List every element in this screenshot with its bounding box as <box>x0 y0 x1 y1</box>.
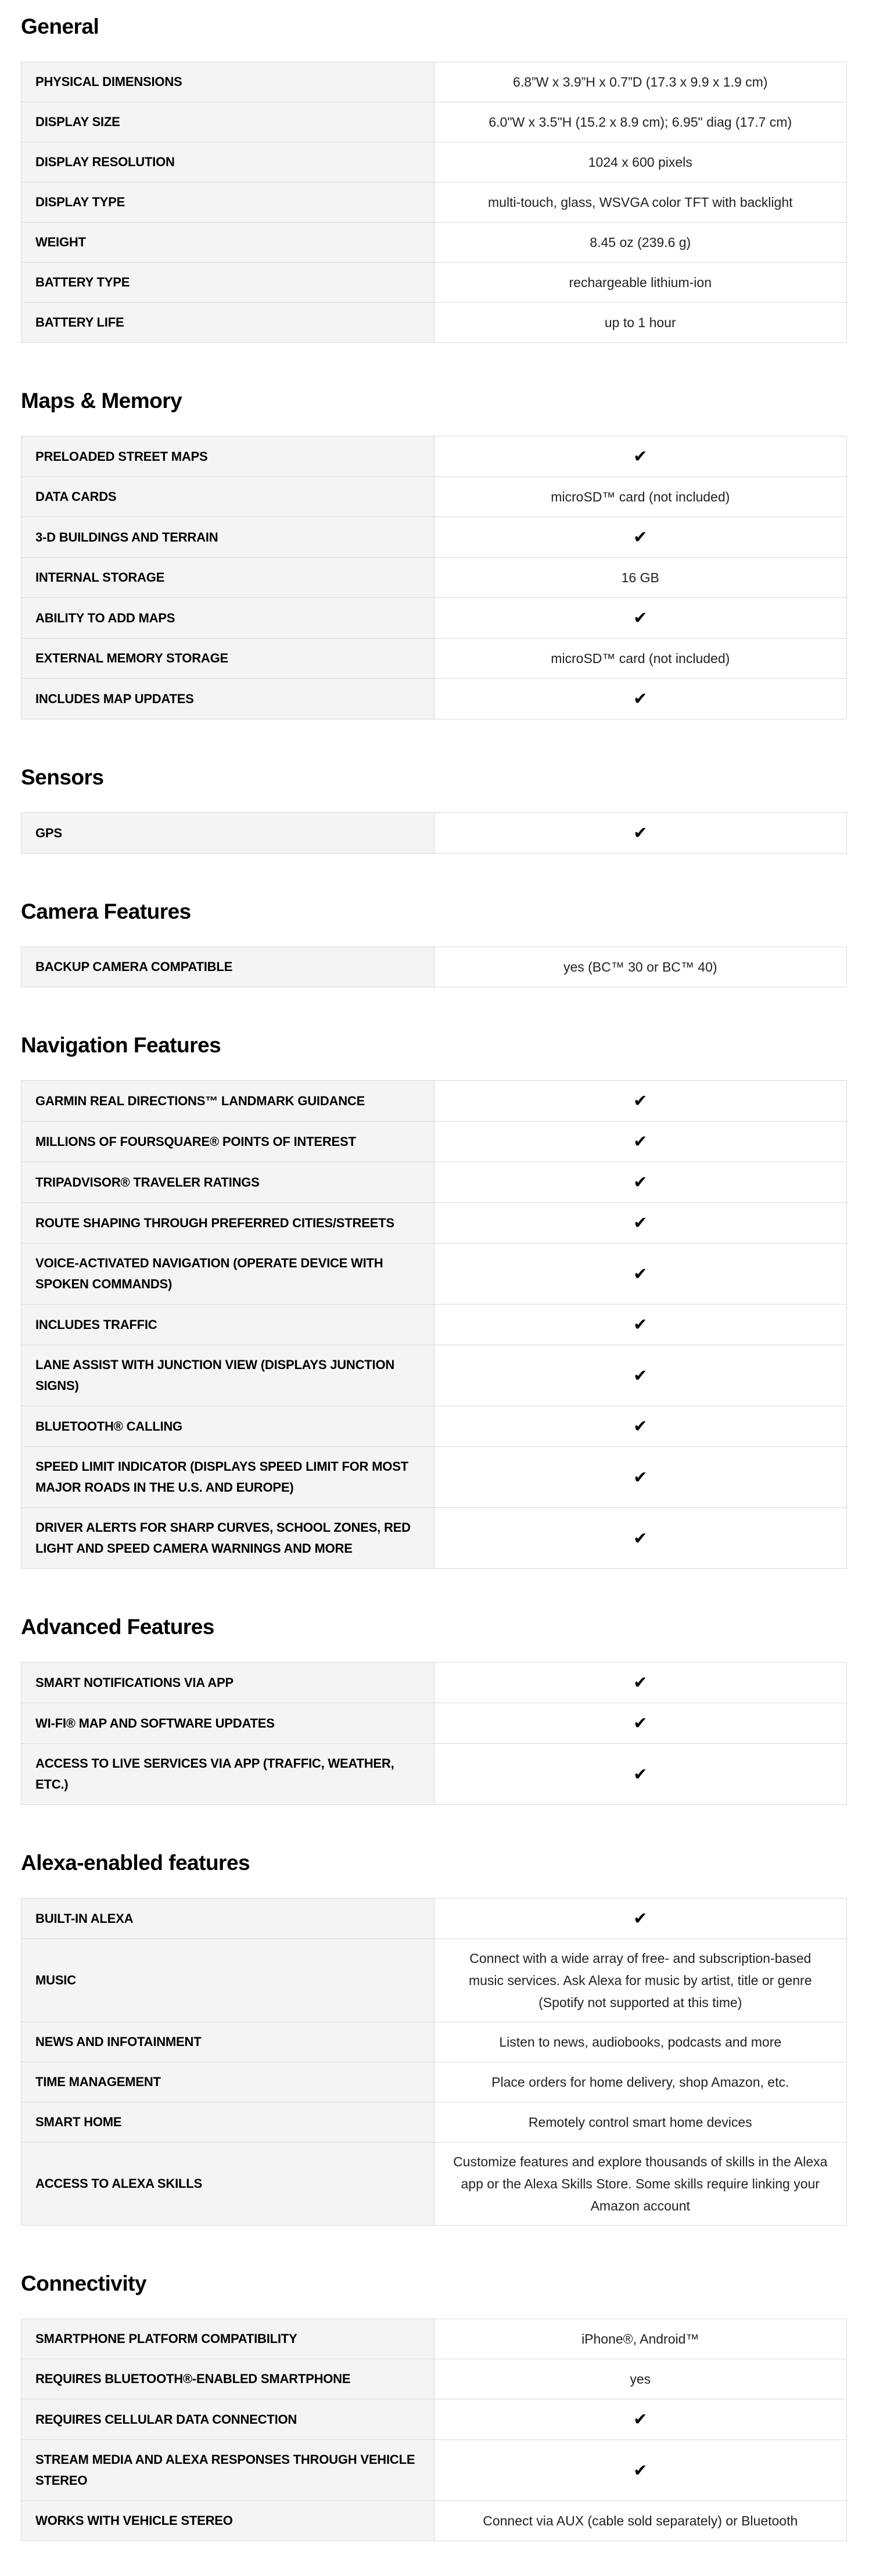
row-value-cell <box>434 947 847 987</box>
table-row <box>21 1508 847 1569</box>
table-row <box>21 1939 847 2022</box>
table-row <box>21 1406 847 1447</box>
table-row <box>21 1447 847 1508</box>
row-value-cell <box>434 2501 847 2541</box>
row-label-cell: BLUETOOTH® CALLING <box>21 1406 435 1447</box>
table-row <box>21 1305 847 1345</box>
row-value-cell <box>434 102 847 142</box>
row-value-cell <box>434 1939 847 2022</box>
table-row <box>21 182 847 223</box>
table-row <box>21 2319 847 2359</box>
row-value-text: Customize features and explore thousands of skills in the Alexa app or the Alexa Skills Store. Some skills require linking your Amazon account <box>453 2154 828 2213</box>
check-icon: ✔ <box>633 823 648 843</box>
row-value-cell <box>434 2319 847 2359</box>
check-icon: ✔ <box>633 1713 648 1733</box>
row-value-cell <box>434 2143 847 2226</box>
table-row <box>21 1663 847 1703</box>
row-value-cell <box>434 263 847 303</box>
row-label-cell: DATA CARDS <box>21 477 435 517</box>
row-value-text: yes (BC™ 30 or BC™ 40) <box>563 959 717 974</box>
table-row <box>21 639 847 679</box>
spec-table <box>21 812 847 854</box>
spec-table-body <box>21 2319 847 2541</box>
section-title: General <box>21 15 99 38</box>
check-icon: ✔ <box>633 1672 648 1692</box>
spec-table-body <box>21 62 847 343</box>
table-row <box>21 679 847 719</box>
check-icon: ✔ <box>633 1131 648 1151</box>
row-label-cell: INCLUDES MAP UPDATES <box>21 679 435 719</box>
check-icon: ✔ <box>633 1172 648 1192</box>
row-value-text: 6.0"W x 3.5"H (15.2 x 8.9 cm); 6.95" diag (17.7 cm) <box>489 114 792 130</box>
check-icon: ✔ <box>633 1314 648 1334</box>
table-row <box>21 2022 847 2062</box>
row-label-cell: TRIPADVISOR® TRAVELER RATINGS <box>21 1162 435 1203</box>
table-row <box>21 223 847 263</box>
table-row <box>21 1122 847 1162</box>
spec-table-body <box>21 436 847 719</box>
spec-section <box>21 389 847 719</box>
row-label-cell: ABILITY TO ADD MAPS <box>21 598 435 639</box>
check-icon: ✔ <box>633 1467 648 1487</box>
section-title: Alexa-enabled features <box>21 1851 250 1875</box>
check-icon: ✔ <box>633 608 648 628</box>
table-row <box>21 1744 847 1805</box>
row-label-cell: DISPLAY RESOLUTION <box>21 142 435 182</box>
row-label-cell: WORKS WITH VEHICLE STEREO <box>21 2501 435 2541</box>
row-value-cell <box>434 1406 847 1447</box>
row-value-cell <box>434 182 847 223</box>
table-row <box>21 2501 847 2541</box>
check-icon: ✔ <box>633 1528 648 1548</box>
row-value-cell <box>434 1244 847 1305</box>
check-icon: ✔ <box>633 1213 648 1233</box>
row-value-cell <box>434 477 847 517</box>
table-row <box>21 2440 847 2501</box>
row-label-cell: WEIGHT <box>21 223 435 263</box>
spec-tables <box>21 15 847 2541</box>
row-value-cell <box>434 1663 847 1703</box>
row-label-cell: BACKUP CAMERA COMPATIBLE <box>21 947 435 987</box>
row-value-text: Remotely control smart home devices <box>528 2115 752 2130</box>
table-row <box>21 2102 847 2143</box>
table-row <box>21 598 847 639</box>
row-label-cell: PRELOADED STREET MAPS <box>21 436 435 477</box>
row-value-text: microSD™ card (not included) <box>551 651 730 666</box>
row-label-cell: MILLIONS OF FOURSQUARE® POINTS OF INTEREST <box>21 1122 435 1162</box>
table-row <box>21 2359 847 2399</box>
row-value-cell <box>434 679 847 719</box>
table-row <box>21 1203 847 1244</box>
row-label-cell: ACCESS TO LIVE SERVICES VIA APP (TRAFFIC, WEATHER, ETC.) <box>21 1744 435 1805</box>
row-value-text: microSD™ card (not included) <box>551 489 730 504</box>
row-value-cell <box>434 2062 847 2102</box>
row-value-cell <box>434 1305 847 1345</box>
table-row <box>21 813 847 854</box>
row-label-cell: DISPLAY TYPE <box>21 182 435 223</box>
spec-section <box>21 766 847 854</box>
row-value-cell <box>434 1203 847 1244</box>
row-label-cell: INTERNAL STORAGE <box>21 558 435 598</box>
row-value-text: Place orders for home delivery, shop Amazon, etc. <box>491 2075 789 2090</box>
section-title: Camera Features <box>21 900 191 923</box>
table-row <box>21 477 847 517</box>
spec-table <box>21 1662 847 1805</box>
check-icon: ✔ <box>633 1764 648 1784</box>
spec-section <box>21 1034 847 1569</box>
row-label-cell: WI-FI® MAP AND SOFTWARE UPDATES <box>21 1703 435 1744</box>
table-row <box>21 947 847 987</box>
spec-section <box>21 2272 847 2541</box>
row-value-cell <box>434 813 847 854</box>
row-value-cell <box>434 1081 847 1122</box>
row-label-cell: SMART HOME <box>21 2102 435 2143</box>
row-value-cell <box>434 1447 847 1508</box>
row-label-cell: MUSIC <box>21 1939 435 2022</box>
row-label-cell: SMART NOTIFICATIONS VIA APP <box>21 1663 435 1703</box>
table-row <box>21 303 847 343</box>
row-value-cell <box>434 2399 847 2440</box>
row-label-cell: NEWS AND INFOTAINMENT <box>21 2022 435 2062</box>
table-row <box>21 1898 847 1939</box>
row-label-cell: GARMIN REAL DIRECTIONS™ LANDMARK GUIDANCE <box>21 1081 435 1122</box>
row-value-text: Connect via AUX (cable sold separately) or Bluetooth <box>483 2513 798 2528</box>
row-value-cell <box>434 1122 847 1162</box>
row-label-cell: ROUTE SHAPING THROUGH PREFERRED CITIES/STREETS <box>21 1203 435 1244</box>
row-label-cell: GPS <box>21 813 435 854</box>
section-title: Navigation Features <box>21 1033 221 1057</box>
row-value-cell <box>434 558 847 598</box>
row-value-cell <box>434 1703 847 1744</box>
spec-section <box>21 1851 847 2226</box>
row-value-cell <box>434 639 847 679</box>
spec-table <box>21 947 847 987</box>
row-value-cell <box>434 2440 847 2501</box>
row-value-text: Listen to news, audiobooks, podcasts and more <box>499 2034 782 2050</box>
table-row <box>21 2399 847 2440</box>
spec-table <box>21 436 847 719</box>
row-label-cell: TIME MANAGEMENT <box>21 2062 435 2102</box>
row-label-cell: REQUIRES BLUETOOTH®-ENABLED SMARTPHONE <box>21 2359 435 2399</box>
row-label-cell: EXTERNAL MEMORY STORAGE <box>21 639 435 679</box>
section-title: Connectivity <box>21 2272 147 2295</box>
row-value-cell <box>434 2359 847 2399</box>
row-value-text: iPhone®, Android™ <box>581 2331 699 2346</box>
table-row <box>21 436 847 477</box>
row-label-cell: SPEED LIMIT INDICATOR (DISPLAYS SPEED LIMIT FOR MOST MAJOR ROADS IN THE U.S. AND EUROPE) <box>21 1447 435 1508</box>
row-label-cell: PHYSICAL DIMENSIONS <box>21 62 435 102</box>
table-row <box>21 1081 847 1122</box>
table-row <box>21 1703 847 1744</box>
check-icon: ✔ <box>633 446 648 466</box>
table-row <box>21 1244 847 1305</box>
table-row <box>21 102 847 142</box>
row-value-cell <box>434 142 847 182</box>
table-row <box>21 2143 847 2226</box>
table-row <box>21 558 847 598</box>
row-value-text: yes <box>630 2371 651 2387</box>
spec-table-body <box>21 1898 847 2226</box>
spec-table-body <box>21 1663 847 1805</box>
check-icon: ✔ <box>633 1263 648 1284</box>
spec-table <box>21 1898 847 2226</box>
row-value-cell <box>434 1744 847 1805</box>
row-value-cell <box>434 2022 847 2062</box>
section-title: Advanced Features <box>21 1615 214 1639</box>
row-value-cell <box>434 2102 847 2143</box>
row-value-cell <box>434 517 847 558</box>
row-value-text: 1024 x 600 pixels <box>588 155 692 170</box>
row-value-text: 6.8”W x 3.9”H x 0.7”D (17.3 x 9.9 x 1.9 cm) <box>513 74 768 89</box>
table-row <box>21 1162 847 1203</box>
spec-table-body <box>21 1081 847 1569</box>
row-value-text: rechargeable lithium-ion <box>569 275 712 290</box>
row-label-cell: BATTERY LIFE <box>21 303 435 343</box>
check-icon: ✔ <box>633 1365 648 1385</box>
table-row <box>21 142 847 182</box>
spec-table <box>21 62 847 343</box>
check-icon: ✔ <box>633 527 648 547</box>
row-label-cell: ACCESS TO ALEXA SKILLS <box>21 2143 435 2226</box>
row-label-cell: DISPLAY SIZE <box>21 102 435 142</box>
table-row <box>21 62 847 102</box>
row-label-cell: STREAM MEDIA AND ALEXA RESPONSES THROUGH VEHICLE STEREO <box>21 2440 435 2501</box>
row-label-cell: DRIVER ALERTS FOR SHARP CURVES, SCHOOL ZONES, RED LIGHT AND SPEED CAMERA WARNINGS AND MORE <box>21 1508 435 1569</box>
spec-table <box>21 1080 847 1569</box>
spec-table-body <box>21 947 847 987</box>
row-label-cell: INCLUDES TRAFFIC <box>21 1305 435 1345</box>
table-row <box>21 263 847 303</box>
section-title: Maps & Memory <box>21 389 182 413</box>
row-value-cell <box>434 1162 847 1203</box>
row-value-text: up to 1 hour <box>604 315 676 330</box>
row-value-text: Connect with a wide array of free- and subscription-based music services. Ask Alexa for music by artist, title or genre (Spotify not supported at this time) <box>468 1951 812 2010</box>
table-row <box>21 1345 847 1406</box>
row-label-cell: 3-D BUILDINGS AND TERRAIN <box>21 517 435 558</box>
row-value-cell <box>434 62 847 102</box>
row-label-cell: REQUIRES CELLULAR DATA CONNECTION <box>21 2399 435 2440</box>
check-icon: ✔ <box>633 689 648 708</box>
table-row <box>21 2062 847 2102</box>
row-label-cell: LANE ASSIST WITH JUNCTION VIEW (DISPLAYS JUNCTION SIGNS) <box>21 1345 435 1406</box>
spec-table <box>21 2319 847 2541</box>
spec-table-body <box>21 813 847 854</box>
check-icon: ✔ <box>633 1908 648 1928</box>
spec-section <box>21 900 847 987</box>
row-value-cell <box>434 223 847 263</box>
row-label-cell: VOICE-ACTIVATED NAVIGATION (OPERATE DEVICE WITH SPOKEN COMMANDS) <box>21 1244 435 1305</box>
row-label-cell: BATTERY TYPE <box>21 263 435 303</box>
row-value-cell <box>434 1345 847 1406</box>
spec-section <box>21 1615 847 1805</box>
row-value-cell <box>434 598 847 639</box>
check-icon: ✔ <box>633 2409 648 2429</box>
check-icon: ✔ <box>633 1416 648 1436</box>
table-row <box>21 517 847 558</box>
spec-section <box>21 15 847 343</box>
row-value-cell <box>434 303 847 343</box>
row-value-cell <box>434 1508 847 1569</box>
check-icon: ✔ <box>633 1091 648 1110</box>
row-label-cell: BUILT-IN ALEXA <box>21 1898 435 1939</box>
section-title: Sensors <box>21 765 104 789</box>
row-value-text: 16 GB <box>621 570 659 585</box>
row-label-cell: SMARTPHONE PLATFORM COMPATIBILITY <box>21 2319 435 2359</box>
row-value-text: 8.45 oz (239.6 g) <box>590 235 691 250</box>
row-value-text: multi-touch, glass, WSVGA color TFT with backlight <box>488 195 793 210</box>
row-value-cell <box>434 1898 847 1939</box>
row-value-cell <box>434 436 847 477</box>
check-icon: ✔ <box>633 2460 648 2480</box>
